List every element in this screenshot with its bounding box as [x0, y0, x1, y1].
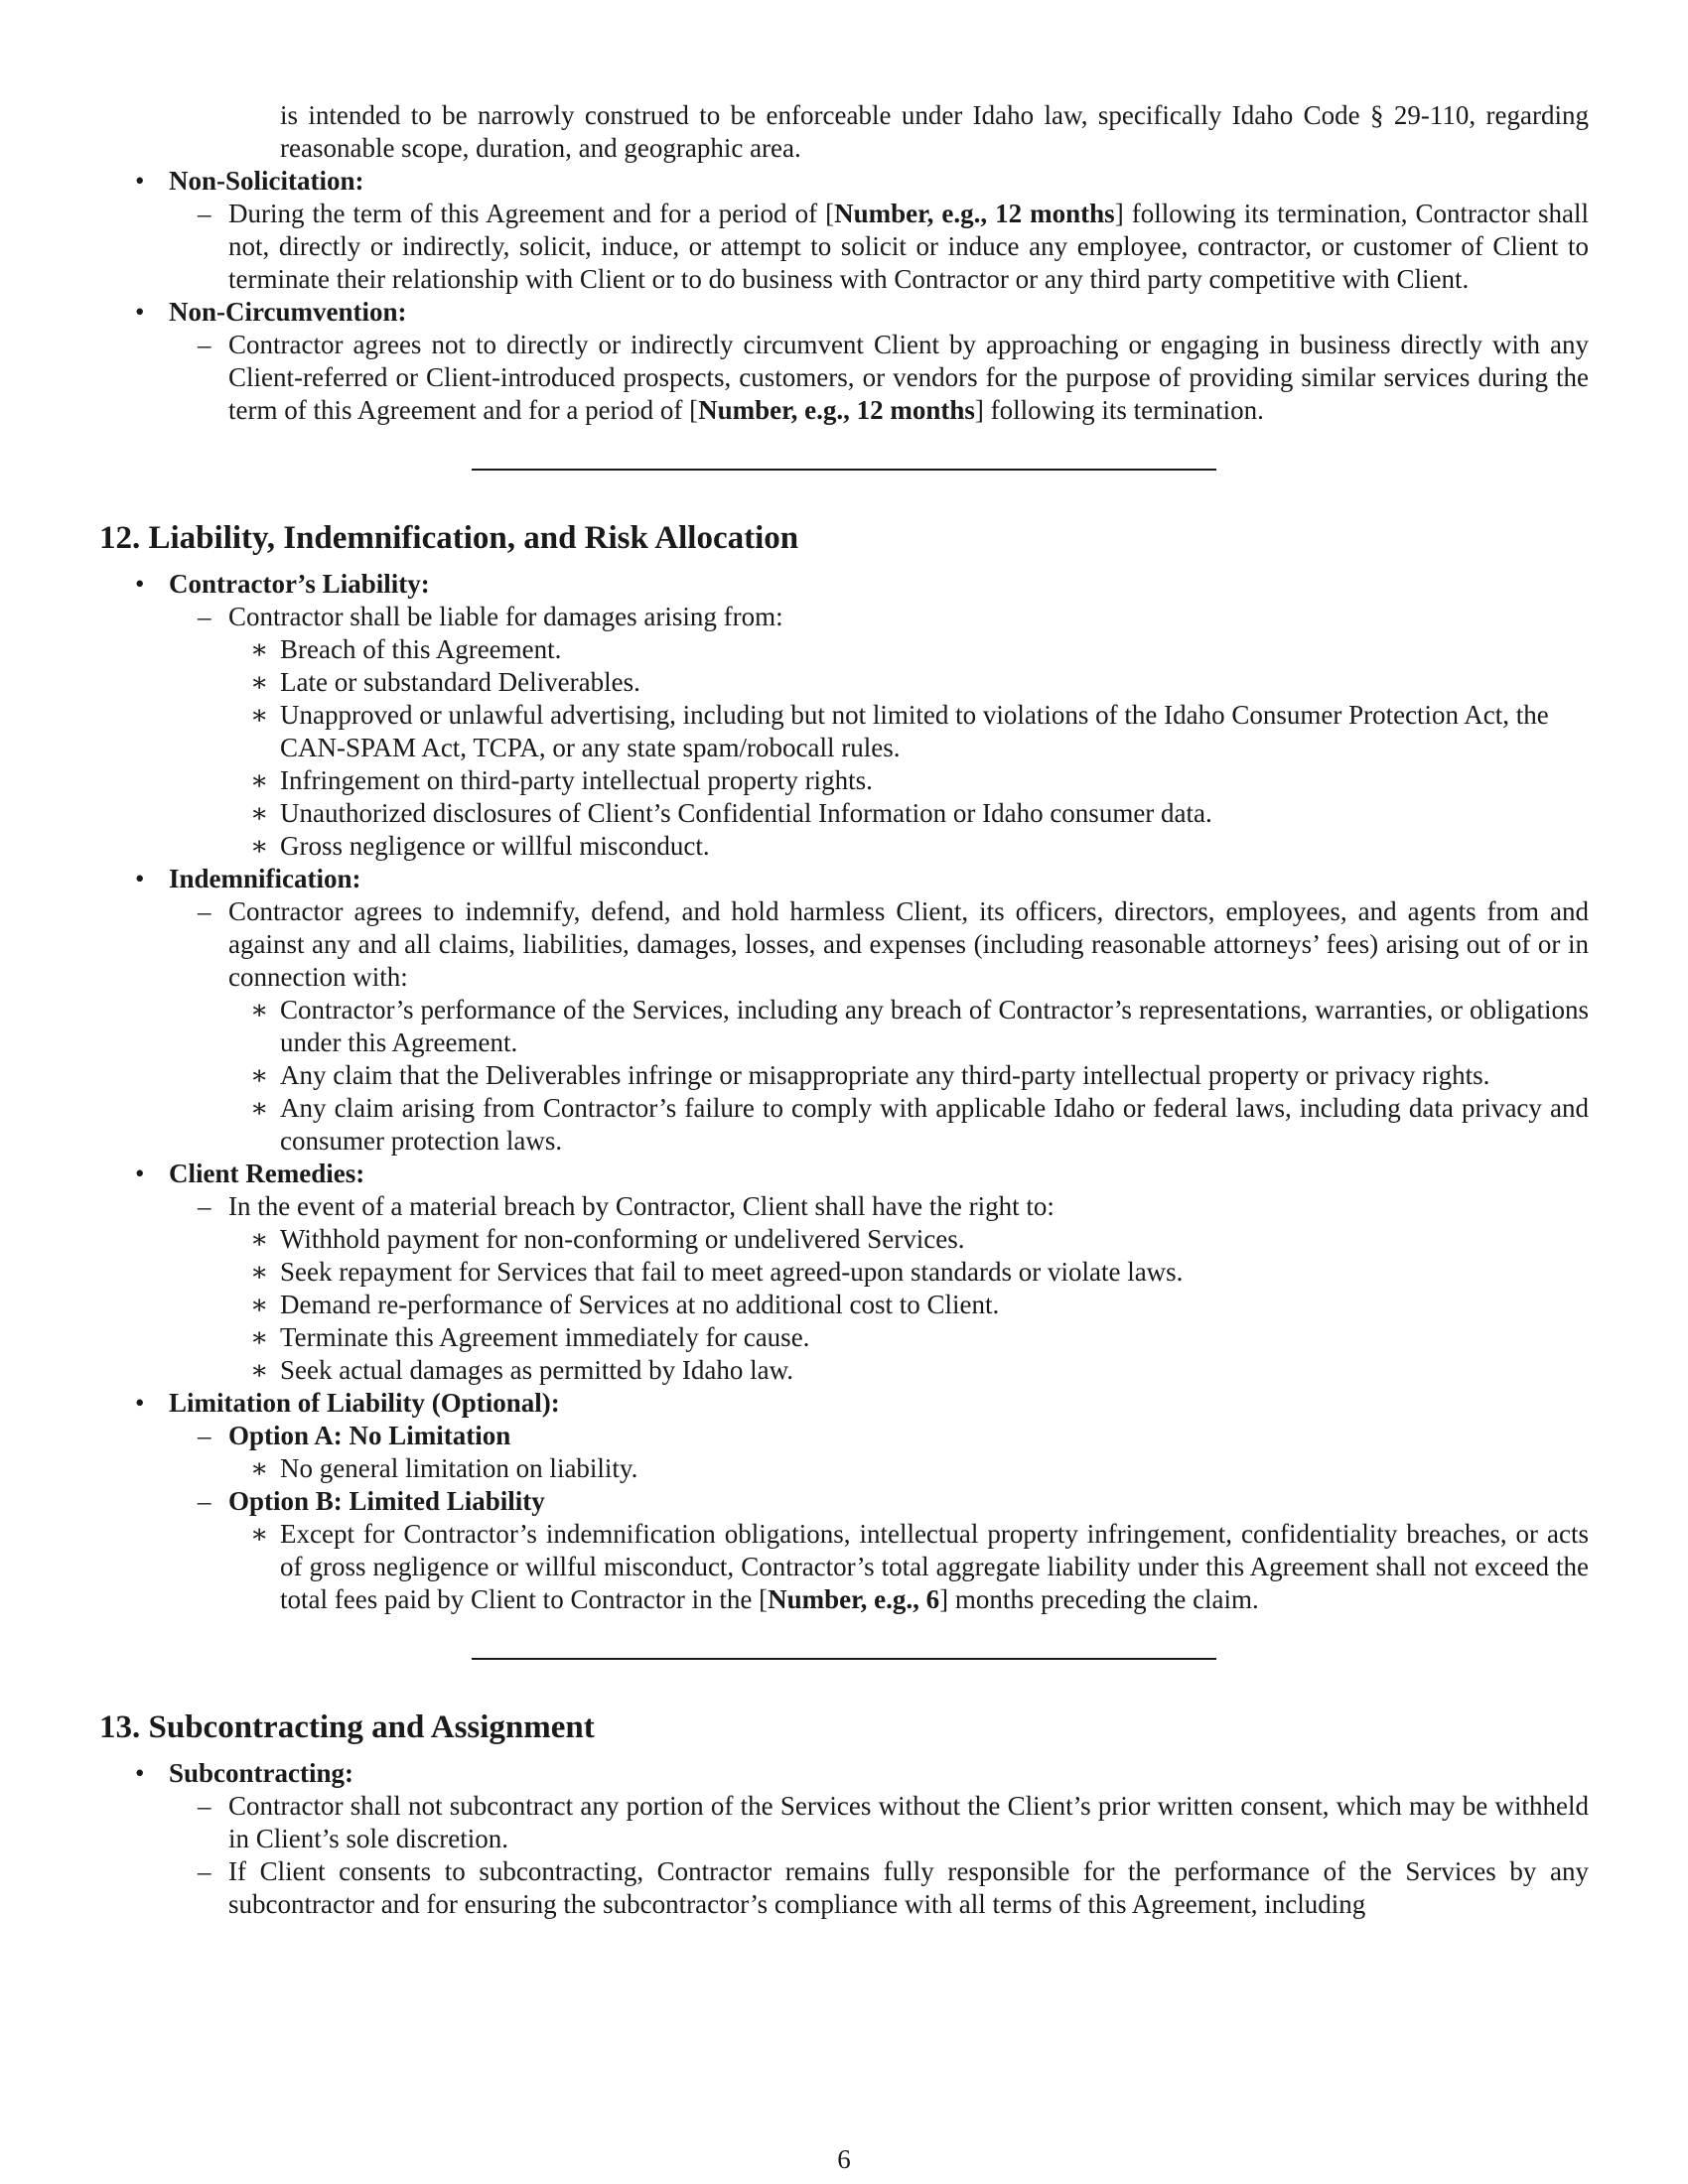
- sub-item: [99, 1452, 1589, 1485]
- sub-item: [99, 1321, 1589, 1354]
- dash-marker: –: [198, 1856, 211, 1886]
- dash-marker: –: [198, 1191, 211, 1221]
- sub-item-text: No general limitation on liability.: [280, 1453, 638, 1483]
- star-marker: ∗: [250, 634, 269, 664]
- sub-item-text: Seek actual damages as permitted by Idaho law.: [280, 1355, 794, 1385]
- clause-text: Contractor shall not subcontract any portion of the Services without the Client’s prior written consent, which may be withheld in Client’s sole discretion.: [228, 1791, 1589, 1853]
- star-marker: ∗: [250, 995, 269, 1024]
- bullet-marker: •: [135, 1159, 145, 1188]
- dash-marker: –: [198, 330, 211, 359]
- sub-item: [99, 1518, 1589, 1616]
- non-solicitation-label: Non-Solicitation:: [169, 166, 364, 196]
- clause-text: If Client consents to subcontracting, Contractor remains fully responsible for the performance of the Services by any subcontractor and for ensuring the subcontractor’s compliance with all terms of this Agreement, including: [228, 1856, 1589, 1919]
- section-12-heading: 12. Liability, Indemnification, and Risk Allocation: [99, 520, 799, 556]
- client-remedies-label: Client Remedies:: [169, 1159, 365, 1188]
- sub-item-text: Infringement on third-party intellectual property rights.: [280, 765, 873, 795]
- sub-item-text: Except for Contractor’s indemnification obligations, intellectual property infringement, confidentiality breaches, or acts of gross negligence or willful misconduct, Contractor’s total aggregate liability under this Agreement shall not exceed the total fees paid by Client to Contractor in the [: [280, 1519, 1589, 1614]
- sub-item-text: Late or substandard Deliverables.: [280, 667, 640, 697]
- sub-item: [99, 797, 1589, 830]
- star-marker: ∗: [250, 667, 269, 697]
- dash-marker: –: [198, 1486, 211, 1516]
- subcontracting-item: [99, 1757, 1589, 1790]
- contractor-liability-intro: [99, 601, 1589, 633]
- non-solicitation-clause: [99, 198, 1589, 296]
- limitation-label: Limitation of Liability (Optional):: [169, 1388, 560, 1418]
- indemnification-intro: [99, 895, 1589, 994]
- placeholder-number: Number, e.g., 12 months: [834, 199, 1115, 228]
- star-marker: ∗: [250, 1224, 269, 1254]
- sub-item: [99, 1289, 1589, 1321]
- client-remedies-item: [99, 1158, 1589, 1190]
- bullet-marker: •: [135, 1388, 145, 1418]
- option-a-label: Option A: No Limitation: [228, 1421, 511, 1450]
- option-b: [99, 1485, 1589, 1518]
- sub-item-text: ] months preceding the claim.: [939, 1584, 1259, 1614]
- sub-item-text: Gross negligence or willful misconduct.: [280, 831, 710, 861]
- star-marker: ∗: [250, 798, 269, 828]
- star-marker: ∗: [250, 1093, 269, 1123]
- sub-item-text: Any claim that the Deliverables infringe or misappropriate any third-party intellectual property or privacy rights.: [280, 1060, 1490, 1090]
- star-marker: ∗: [250, 765, 269, 795]
- non-circumvention-label: Non-Circumvention:: [169, 297, 407, 327]
- placeholder-number: Number, e.g., 12 months: [698, 395, 975, 425]
- sub-item-text: Any claim arising from Contractor’s failure to comply with applicable Idaho or federal laws, including data privacy and consumer protection laws.: [280, 1093, 1589, 1156]
- sub-item-text: Contractor’s performance of the Services, including any breach of Contractor’s representations, warranties, or obligations under this Agreement.: [280, 995, 1589, 1057]
- page-number: 6: [837, 2144, 851, 2174]
- dash-marker: –: [198, 199, 211, 228]
- clause-text: ] following its termination, Contractor shall not, directly or indirectly, solicit, induce, or attempt to solicit or induce any employee, contractor, or customer of Client to terminate their relationship with Client or to do business with Contractor or any third party competitive with Client.: [228, 199, 1589, 294]
- subcontracting-clause: [99, 1790, 1589, 1855]
- star-marker: ∗: [250, 1322, 269, 1352]
- dash-marker: –: [198, 1791, 211, 1821]
- page-content: [99, 99, 1589, 1921]
- dash-marker: –: [198, 896, 211, 926]
- star-marker: ∗: [250, 1453, 269, 1483]
- sub-item: [99, 1223, 1589, 1256]
- sub-item: [99, 633, 1589, 666]
- sub-item: [99, 1059, 1589, 1092]
- bullet-marker: •: [135, 864, 145, 893]
- bullet-marker: •: [135, 297, 145, 327]
- sub-item: [99, 666, 1589, 699]
- continuation-text: is intended to be narrowly construed to be enforceable under Idaho law, specifically Idaho Code § 29-110, regarding reasonable scope, duration, and geographic area.: [280, 100, 1589, 163]
- placeholder-number: Number, e.g., 6: [768, 1584, 940, 1614]
- star-marker: ∗: [250, 1519, 269, 1549]
- star-marker: ∗: [250, 1355, 269, 1385]
- sub-item: [99, 1256, 1589, 1289]
- star-marker: ∗: [250, 1257, 269, 1287]
- section-divider: [472, 469, 1216, 471]
- bullet-marker: •: [135, 569, 145, 599]
- non-circumvention-item: [99, 296, 1589, 329]
- sub-item: [99, 699, 1589, 764]
- clause-text: Contractor agrees not to directly or indirectly circumvent Client by approaching or engaging in business directly with any Client-referred or Client-introduced prospects, customers, or vendors for the purpose of providing similar services during the term of this Agreement and for a period of [: [228, 330, 1589, 425]
- sub-item-text: Demand re-performance of Services at no additional cost to Client.: [280, 1290, 1000, 1319]
- clause-text: ] following its termination.: [974, 395, 1264, 425]
- clause-text: Contractor agrees to indemnify, defend, and hold harmless Client, its officers, directors, employees, and agents from and against any and all claims, liabilities, damages, losses, and expenses (including reasonable attorneys’ fees) arising out of or in connection with:: [228, 896, 1589, 992]
- indemnification-label: Indemnification:: [169, 864, 361, 893]
- contractor-liability-item: [99, 568, 1589, 601]
- star-marker: ∗: [250, 1290, 269, 1319]
- star-marker: ∗: [250, 1060, 269, 1090]
- contractor-liability-label: Contractor’s Liability:: [169, 569, 430, 599]
- sub-item: [99, 994, 1589, 1059]
- continuation-paragraph: [99, 99, 1589, 165]
- section-divider: [472, 1658, 1216, 1660]
- star-marker: ∗: [250, 831, 269, 861]
- subcontracting-clause: [99, 1855, 1589, 1921]
- sub-item: [99, 764, 1589, 797]
- dash-marker: –: [198, 602, 211, 631]
- limitation-of-liability-item: [99, 1387, 1589, 1420]
- non-circumvention-clause: [99, 329, 1589, 427]
- section-13-heading: 13. Subcontracting and Assignment: [99, 1709, 595, 1745]
- sub-item-text: Unapproved or unlawful advertising, including but not limited to violations of the Idaho Consumer Protection Act, the CAN-SPAM Act, TCPA, or any state spam/robocall rules.: [280, 700, 1549, 762]
- star-marker: ∗: [250, 700, 269, 730]
- bullet-marker: •: [135, 1758, 145, 1788]
- bullet-marker: •: [135, 166, 145, 196]
- option-a: [99, 1420, 1589, 1452]
- dash-marker: –: [198, 1421, 211, 1450]
- sub-item-text: Breach of this Agreement.: [280, 634, 562, 664]
- clause-text: During the term of this Agreement and for a period of [: [228, 199, 835, 228]
- sub-item-text: Withhold payment for non-conforming or undelivered Services.: [280, 1224, 965, 1254]
- option-b-label: Option B: Limited Liability: [228, 1486, 545, 1516]
- sub-item-text: Terminate this Agreement immediately for cause.: [280, 1322, 810, 1352]
- sub-item-text: Seek repayment for Services that fail to meet agreed-upon standards or violate laws.: [280, 1257, 1184, 1287]
- indemnification-item: [99, 863, 1589, 895]
- sub-item-text: Unauthorized disclosures of Client’s Confidential Information or Idaho consumer data.: [280, 798, 1212, 828]
- clause-text: In the event of a material breach by Contractor, Client shall have the right to:: [228, 1191, 1055, 1221]
- sub-item: [99, 1354, 1589, 1387]
- sub-item: [99, 830, 1589, 863]
- subcontracting-label: Subcontracting:: [169, 1758, 354, 1788]
- non-solicitation-item: [99, 165, 1589, 198]
- clause-text: Contractor shall be liable for damages arising from:: [228, 602, 783, 631]
- client-remedies-intro: [99, 1190, 1589, 1223]
- sub-item: [99, 1092, 1589, 1158]
